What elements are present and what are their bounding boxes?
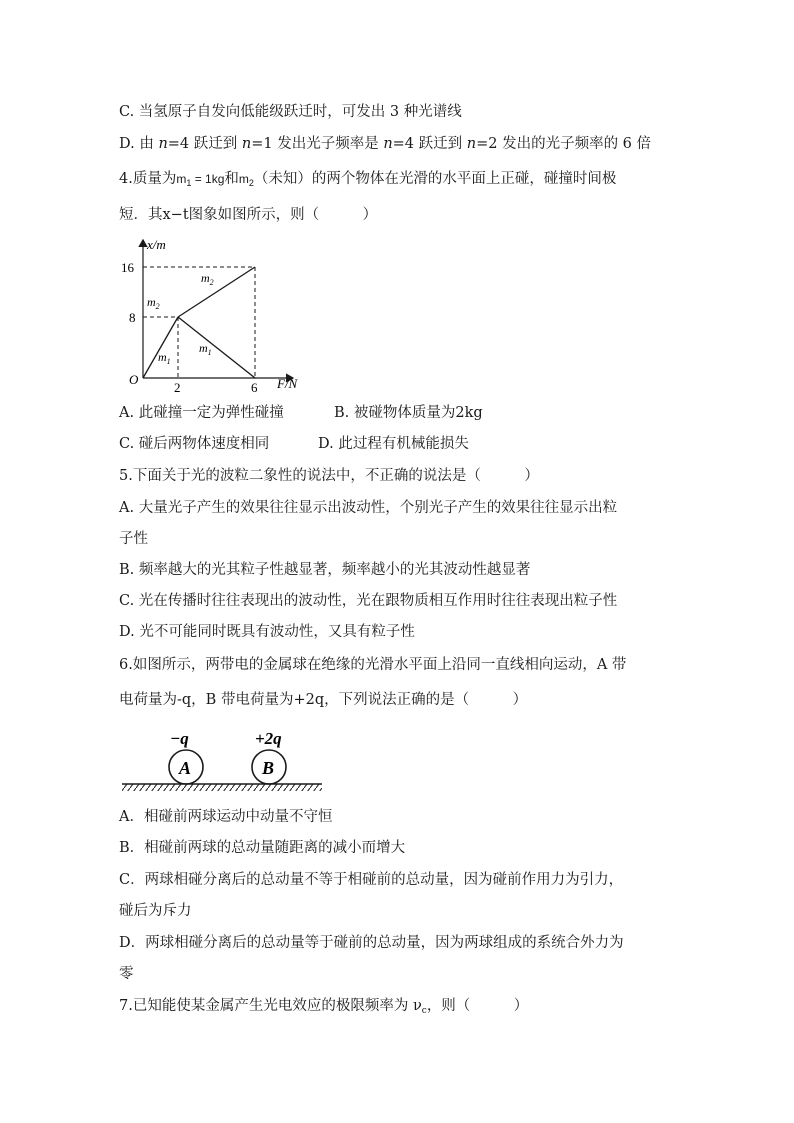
q4-option-a: A. 此碰撞一定为弹性碰撞 bbox=[119, 405, 284, 421]
x-axis-label: F/N bbox=[277, 376, 298, 391]
origin-label: O bbox=[129, 372, 139, 387]
q6-option-a: A．相碰前两球运动中动量不守恒 bbox=[119, 809, 333, 825]
y-tick-8: 8 bbox=[129, 310, 136, 325]
q6-option-c-line2: 碰后为斥力 bbox=[119, 903, 192, 919]
q4-option-c: C. 碰后两物体速度相同 bbox=[119, 436, 270, 452]
q6-stem-line1: 6.如图所示，两带电的金属球在绝缘的光滑水平面上沿同一直线相向运动，A 带 bbox=[119, 657, 627, 673]
q6-option-d-line1: D．两球相碰分离后的总动量等于碰前的总动量，因为两球组成的系统合外力为 bbox=[119, 935, 624, 951]
label-m1-right: $m_1$ bbox=[199, 341, 212, 357]
m1-before bbox=[143, 317, 178, 378]
q3-option-d: D. 由 n=4 跃迁到 n=1 发出光子频率是 n=4 跃迁到 n=2 发出的光子频率的 6 倍 bbox=[119, 136, 652, 152]
q6-balls-figure bbox=[118, 724, 330, 794]
label-m1-left: $m_1$ bbox=[158, 350, 171, 366]
charge-b-label: +2q bbox=[255, 729, 282, 748]
q4-xt-graph bbox=[121, 232, 315, 397]
q5-option-d: D. 光不可能同时既具有波动性，又具有粒子性 bbox=[119, 624, 415, 640]
q7-stem: 7.已知能使某金属产生光电效应的极限频率为 $\nu_c$，则（ ） bbox=[119, 998, 529, 1016]
q3-option-c: C. 当氢原子自发向低能级跃迁时，可发出 3 种光谱线 bbox=[119, 104, 462, 120]
q5-option-b: B. 频率越大的光其粒子性越显著，频率越小的光其波动性越显著 bbox=[119, 562, 531, 578]
ball-b-letter: B bbox=[262, 758, 275, 778]
ball-a-letter: A bbox=[179, 758, 192, 778]
q4-option-b: B. 被碰物体质量为2kg bbox=[334, 405, 483, 421]
charge-a-label: −q bbox=[170, 729, 189, 748]
y-tick-16: 16 bbox=[121, 260, 134, 275]
y-axis-label: x/m bbox=[147, 237, 166, 252]
q6-stem-line2: 电荷量为-q，B 带电荷量为+2q，下列说法正确的是（ ） bbox=[119, 692, 528, 708]
q6-option-d-line2: 零 bbox=[119, 966, 134, 982]
q5-option-a-line2: 子性 bbox=[119, 531, 148, 547]
q5-option-c: C. 光在传播时往往表现出的波动性，光在跟物质相互作用时往往表现出粒子性 bbox=[119, 593, 618, 609]
q5-stem: 5.下面关于光的波粒二象性的说法中，不正确的说法是（ ） bbox=[119, 468, 539, 484]
m2-after bbox=[178, 267, 255, 317]
q4-stem-line2: 短．其x−t图象如图所示，则（ ） bbox=[119, 207, 378, 223]
q4-option-d: D. 此过程有机械能损失 bbox=[318, 436, 469, 452]
q6-option-c-line1: C．两球相碰分离后的总动量不等于相碰前的总动量，因为碰前作用力为引力， bbox=[119, 872, 624, 888]
q4-stem-line1: 4.质量为$m_1 = 1kg$和$m_2$（未知）的两个物体在光滑的水平面上正碰，碰撞时间极 bbox=[119, 171, 617, 188]
label-m2-left: $m_2$ bbox=[147, 295, 160, 311]
label-m2-top: $m_2$ bbox=[201, 271, 214, 287]
m1-after bbox=[178, 317, 255, 378]
q6-option-b: B．相碰前两球的总动量随距离的减小而增大 bbox=[119, 840, 406, 856]
q5-option-a-line1: A. 大量光子产生的效果往往显示出波动性，个别光子产生的效果往往显示出粒 bbox=[119, 500, 618, 516]
x-tick-2: 2 bbox=[174, 380, 181, 395]
x-tick-6: 6 bbox=[251, 380, 258, 395]
ground-hatch bbox=[122, 784, 322, 791]
